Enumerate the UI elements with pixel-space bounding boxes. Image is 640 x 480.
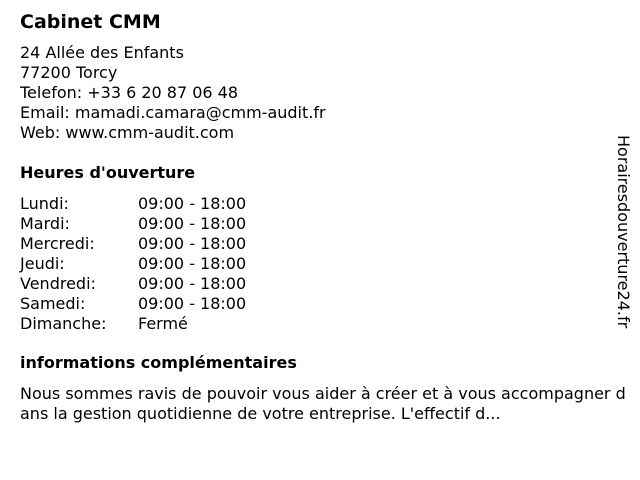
- address-street: 24 Allée des Enfants: [20, 43, 184, 62]
- address-city: 77200 Torcy: [20, 63, 118, 82]
- day-label: Jeudi:: [20, 254, 65, 273]
- hours-value: 09:00 - 18:00: [138, 294, 247, 313]
- business-name: Cabinet CMM: [20, 11, 161, 33]
- hours-value: 09:00 - 18:00: [138, 214, 247, 233]
- contact-block: [20, 43, 326, 143]
- email-address: Email: mamadi.camara@cmm-audit.fr: [20, 103, 326, 122]
- day-label: Lundi:: [20, 194, 69, 213]
- additional-info-heading: informations complémentaires: [20, 353, 297, 372]
- day-label: Vendredi:: [20, 274, 96, 293]
- opening-hours-heading: Heures d'ouverture: [20, 163, 196, 182]
- day-label: Mardi:: [20, 214, 70, 233]
- phone-number: Telefon: +33 6 20 87 06 48: [20, 83, 239, 102]
- day-label: Mercredi:: [20, 234, 95, 253]
- hours-value: 09:00 - 18:00: [138, 254, 247, 273]
- business-description: Nous sommes ravis de pouvoir vous aider à créer et à vous accompagner dans la gestion quotidienne de votre entreprise. L'effectif d...: [20, 384, 626, 423]
- site-watermark: Horairesdouverture24.fr: [614, 135, 633, 329]
- hours-value: Fermé: [138, 314, 188, 333]
- day-label: Dimanche:: [20, 314, 107, 333]
- day-label: Samedi:: [20, 294, 86, 313]
- hours-value: 09:00 - 18:00: [138, 194, 247, 213]
- hours-value: 09:00 - 18:00: [138, 234, 247, 253]
- hours-value: 09:00 - 18:00: [138, 274, 247, 293]
- website: Web: www.cmm-audit.com: [20, 123, 235, 142]
